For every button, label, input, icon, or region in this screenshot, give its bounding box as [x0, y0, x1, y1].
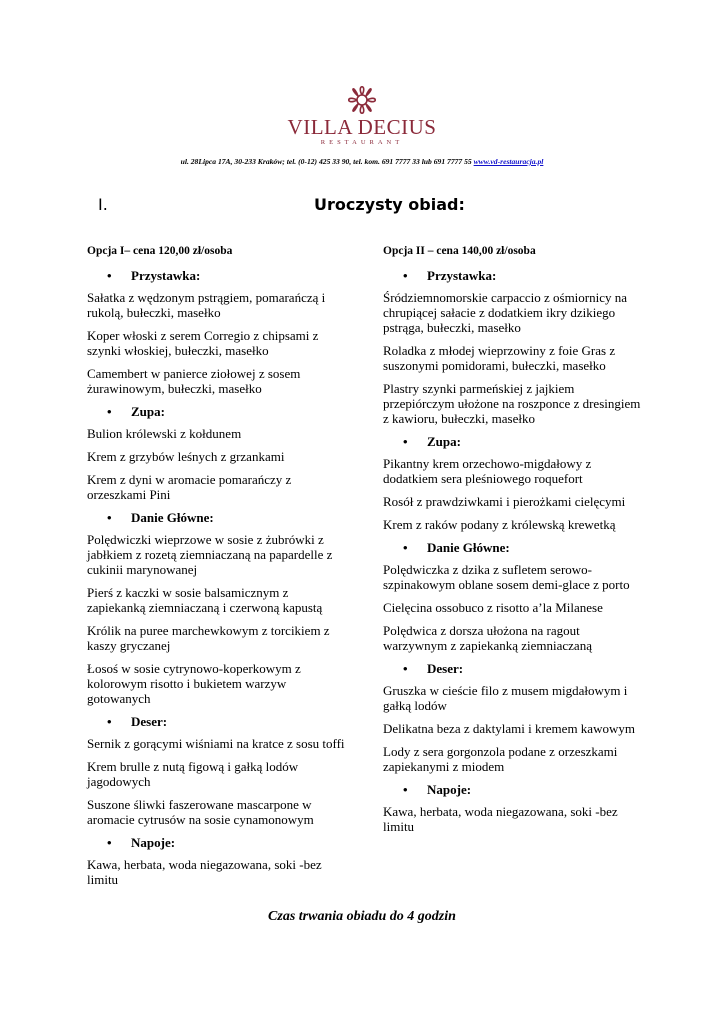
section-heading-soup: • Zupa: [403, 434, 461, 449]
section-heading-starter: • Przystawka: [403, 268, 497, 283]
menu-item: Plastry szynki parmeńskiej z jajkiem przepiórczym ułożone na roszponce z dresingiem z kawioru, bułeczki, masełko [383, 381, 641, 426]
bullet-icon: • [403, 540, 408, 555]
menu-item: Krem brulle z nutą figową i gałką lodów jagodowych [87, 759, 299, 789]
menu-item: Gruszka w cieście filo z musem migdałowym i gałką lodów [383, 683, 628, 713]
menu-item: Roladka z młodej wieprzowiny z foie Gras z suszonymi pomidorami, bułeczki, masełko [383, 343, 616, 373]
menu-item: Delikatna beza z daktylami i kremem kawowym [383, 721, 635, 736]
menu-item: Sernik z gorącymi wiśniami na kratce z sosu toffi [87, 736, 345, 751]
bullet-icon: • [403, 661, 408, 676]
menu-item: Pierś z kaczki w sosie balsamicznym z zapiekanką ziemniaczaną i czerwoną kapustą [87, 585, 323, 615]
menu-item: Polędwiczki wieprzowe w sosie z żubrówki z jabłkiem z rozetą ziemniaczaną na papardelle z cukinii marynowanej [87, 532, 333, 577]
option-1-title: Opcja I– cena 120,00 zł/osoba [87, 245, 233, 257]
contact-details: ul. 28Lipca 17A, 30-233 Kraków; tel. (0-12) 425 33 90, tel. kom. 691 7777 33 lub 691 7777 55 [180, 157, 474, 166]
bullet-icon: • [403, 268, 408, 283]
logo-text: VILLA DECIUS [287, 115, 437, 139]
bullet-icon: • [107, 510, 112, 525]
bullet-icon: • [107, 404, 112, 419]
menu-item: Suszone śliwki faszerowane mascarpone w aromacie cytrusów na sosie cynamonowym [87, 797, 314, 827]
logo-subtext: RESTAURANT [320, 139, 404, 146]
bullet-icon: • [107, 835, 112, 850]
menu-item: Kawa, herbata, woda niegazowana, soki -bez limitu [87, 857, 322, 887]
menu-item: Camembert w panierce ziołowej z sosem żurawinowym, bułeczki, masełko [87, 366, 301, 396]
section-heading-dessert: • Deser: [403, 661, 464, 676]
section-heading-drinks: • Napoje: [403, 782, 472, 797]
bullet-icon: • [107, 714, 112, 729]
option-1-column [87, 245, 349, 895]
bullet-icon: • [403, 782, 408, 797]
section-heading-main: • Danie Główne: [107, 510, 214, 525]
option-2-column [383, 245, 645, 842]
menu-item: Bulion królewski z kołdunem [87, 426, 242, 441]
menu-item: Sałatka z wędzonym pstrągiem, pomarańczą i rukolą, bułeczki, masełko [87, 290, 326, 320]
menu-item: Pikantny krem orzechowo-migdałowy z dodatkiem sera pleśniowego roquefort [383, 456, 592, 486]
duration-note: Czas trwania obiadu do 4 godzin [268, 909, 456, 924]
menu-item: Lody z sera gorgonzola podane z orzeszkami zapiekanymi z miodem [383, 744, 618, 774]
section-heading-dessert: • Deser: [107, 714, 168, 729]
flower-logo-icon [278, 82, 446, 148]
menu-item: Polędwiczka z dzika z sufletem serowo-szpinakowym oblane sosem demi-glace z porto [383, 562, 630, 592]
menu-item: Kawa, herbata, woda niegazowana, soki -bez limitu [383, 804, 618, 834]
contact-line [0, 157, 724, 166]
menu-item: Śródziemnomorskie carpaccio z ośmiornicy na chrupiącej sałacie z dodatkiem ikry dzikiego pstrąga, bułeczki, masełko [383, 290, 628, 335]
bullet-icon: • [107, 268, 112, 283]
menu-item: Krem z dyni w aromacie pomarańczy z orzeszkami Pini [87, 472, 292, 502]
menu-item: Cielęcina ossobuco z risotto a’la Milanese [383, 600, 603, 615]
option-2-title: Opcja II – cena 140,00 zł/osoba [383, 245, 536, 257]
restaurant-logo [278, 82, 446, 148]
section-heading-soup: • Zupa: [107, 404, 165, 419]
bullet-icon: • [403, 434, 408, 449]
menu-item: Łosoś w sosie cytrynowo-koperkowym z kolorowym risotto i bukietem warzyw gotowanych [87, 661, 301, 706]
menu-item: Krem z grzybów leśnych z grzankami [87, 449, 285, 464]
page-title: Uroczysty obiad: [314, 195, 465, 214]
website-link[interactable]: www.vd-restauracja.pl [473, 157, 544, 166]
menu-item: Koper włoski z serem Corregio z chipsami z szynki włoskiej, bułeczki, masełko [87, 328, 319, 358]
section-heading-drinks: • Napoje: [107, 835, 176, 850]
section-number: I. [98, 195, 108, 214]
menu-item: Krem z raków podany z królewską krewetką [383, 517, 616, 532]
menu-item: Rosół z prawdziwkami i pierożkami cielęcymi [383, 494, 626, 509]
menu-item: Polędwica z dorsza ułożona na ragout warzywnym z zapiekanką ziemniaczaną [383, 623, 592, 653]
menu-item: Królik na puree marchewkowym z torcikiem z kaszy gryczanej [87, 623, 330, 653]
section-heading-starter: • Przystawka: [107, 268, 201, 283]
section-heading-main: • Danie Główne: [403, 540, 510, 555]
